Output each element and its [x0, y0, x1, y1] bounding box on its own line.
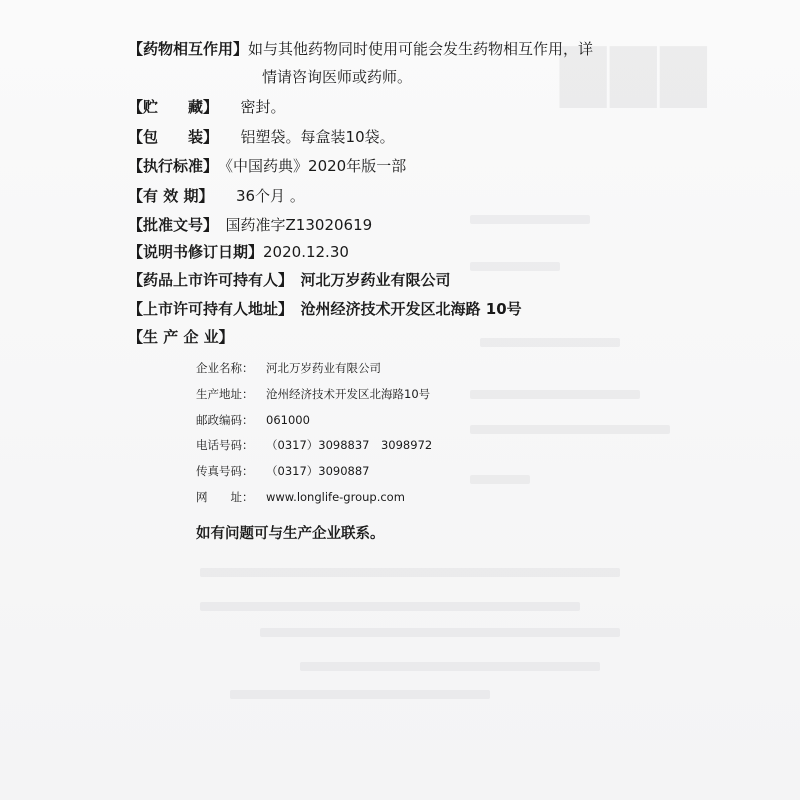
row-interactions	[128, 38, 593, 59]
row-standard	[128, 155, 406, 176]
bleed-through-mark	[230, 690, 490, 699]
bleed-through-mark	[300, 662, 600, 671]
label-mah-address: 【上市许可持有人地址】	[128, 300, 286, 318]
label-standard: 【执行标准】	[128, 157, 211, 175]
company-address-key: 生产地址：	[196, 387, 254, 401]
company-fax-value: （0317）3090887	[266, 464, 370, 478]
company-name-row	[196, 360, 381, 376]
value-mah-address: 沧州经济技术开发区北海路 10号	[300, 300, 522, 318]
label-revision-date: 【说明书修订日期】	[128, 243, 264, 261]
value-package: 铝塑袋。每盒装10袋。	[240, 128, 395, 146]
bleed-through-mark	[470, 262, 560, 271]
value-revision-date: 2020.12.30	[263, 243, 349, 261]
company-phone-row	[196, 437, 432, 453]
label-package: 【包 装】	[128, 128, 211, 146]
company-address-value: 沧州经济技术开发区北海路10号	[266, 387, 431, 401]
bleed-through-mark	[480, 338, 620, 347]
company-fax-row	[196, 463, 369, 479]
bleed-through-mark: ▇▇▇	[560, 38, 711, 108]
company-name-value: 河北万岁药业有限公司	[266, 361, 381, 375]
value-interactions: 如与其他药物同时使用可能会发生药物相互作用，详	[248, 40, 594, 58]
company-website-value: www.longlife-group.com	[266, 490, 405, 504]
value-expiry: 36个月 。	[235, 187, 305, 205]
value-storage: 密封。	[240, 98, 286, 116]
row-storage	[128, 96, 286, 117]
label-expiry: 【有 效 期】	[128, 187, 206, 205]
bleed-through-mark	[200, 568, 620, 577]
row-approval	[128, 214, 372, 235]
row-interactions-cont	[262, 66, 412, 87]
bleed-through-mark	[200, 602, 580, 611]
row-expiry	[128, 185, 305, 206]
label-approval: 【批准文号】	[128, 216, 211, 234]
company-phone-value: （0317）3098837 3098972	[266, 438, 433, 452]
row-package	[128, 126, 395, 147]
label-manufacturer: 【生 产 企 业】	[128, 328, 234, 346]
value-interactions-cont: 情请咨询医师或药师。	[262, 68, 413, 86]
bleed-through-mark	[260, 628, 620, 637]
bleed-through-mark	[470, 215, 590, 224]
company-phone-key: 电话号码：	[196, 438, 254, 452]
bleed-through-mark	[470, 425, 670, 434]
bleed-through-mark	[470, 390, 640, 399]
bleed-through-mark	[470, 475, 530, 484]
row-mah-address	[128, 298, 522, 319]
contact-note: 如有问题可与生产企业联系。	[196, 526, 385, 542]
company-postcode-key: 邮政编码：	[196, 413, 254, 427]
row-manufacturer	[128, 326, 234, 347]
value-approval: 国药准字Z13020619	[225, 216, 373, 234]
company-website-key: 网 址：	[196, 490, 254, 504]
row-revision-date	[128, 241, 349, 262]
company-postcode-value: 061000	[266, 413, 310, 427]
value-mah: 河北万岁药业有限公司	[300, 271, 451, 289]
label-storage: 【贮 藏】	[128, 98, 211, 116]
company-website-row	[196, 489, 405, 505]
company-postcode-row	[196, 412, 310, 428]
row-mah	[128, 269, 451, 290]
label-mah: 【药品上市许可持有人】	[128, 271, 286, 289]
label-interactions: 【药物相互作用】	[128, 40, 249, 58]
company-name-key: 企业名称：	[196, 361, 254, 375]
value-standard: 《中国药典》2020年版一部	[225, 157, 407, 175]
company-fax-key: 传真号码：	[196, 464, 254, 478]
company-address-row	[196, 386, 430, 402]
